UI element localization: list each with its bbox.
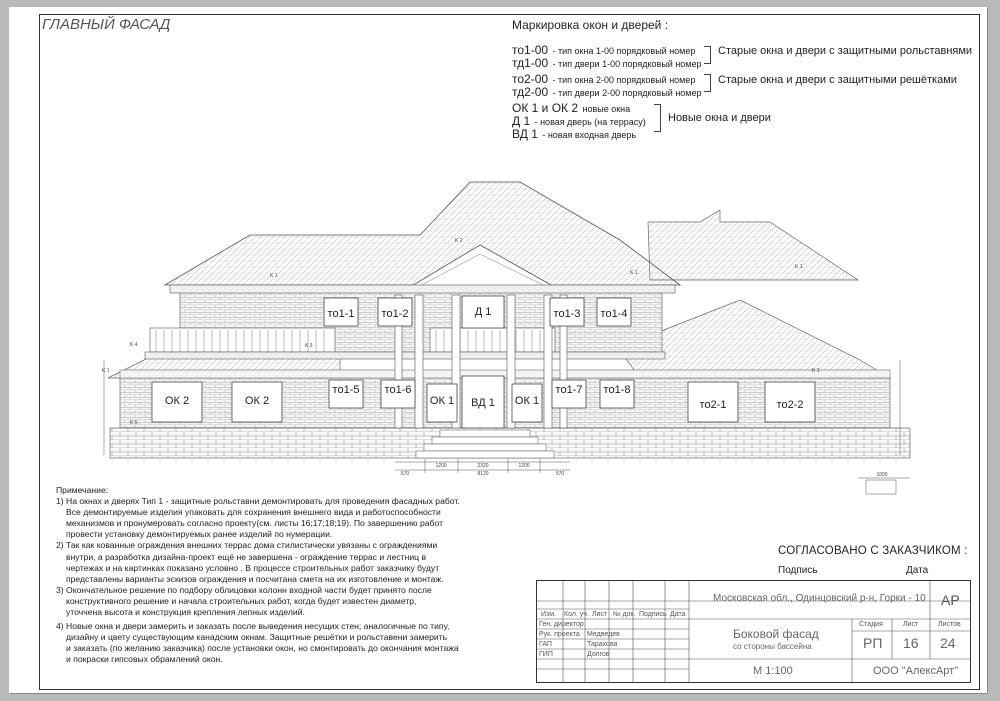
svg-text:K 4: K 4	[130, 342, 138, 348]
window-label: то1-1	[327, 308, 355, 320]
note-line: уточчена высота и конструкция крепления лепных изделий.	[66, 607, 305, 618]
sheet-name: Боковой фасад	[733, 627, 819, 641]
note-line: дизайну и цвету существующим канадским окнам. Защитные решётки и рольставени замерить	[66, 632, 448, 643]
window-label: то1-8	[603, 384, 631, 396]
svg-text:1200: 1200	[435, 463, 447, 469]
legend-row: ВД 1 - новая входная дверь	[512, 127, 637, 141]
title-block: Изм. Кол. уч. Лист № док. Подпись Дата Ген. директор Рук. проекта ГАП ГИП Медведев Тарахова Долгов Московская обл., Одинцовский р-н, Горки - 10 АР Боковой фасад со стороны бассейна Стадия Лист Листов РП 16 24 М 1:100 ООО "АлексАрт"	[536, 580, 971, 683]
discipline-code: АР	[941, 592, 960, 608]
svg-text:K 1: K 1	[630, 270, 638, 276]
window-label: то1-2	[381, 308, 409, 320]
sheet-total: 24	[940, 635, 956, 651]
note-line: 2) Так как кованные ограждения внешних террас дома стилистически увязаны с ограждениями	[56, 540, 438, 551]
approval-date: Дата	[906, 565, 929, 576]
window-label: то1-7	[555, 384, 583, 396]
scale: М 1:100	[753, 665, 793, 677]
note-line: 4) Новые окна и двери замерить и заказать после выведения несущих стен; аналогичные по типу,	[56, 621, 450, 632]
window-label: ОК 2	[164, 395, 190, 407]
notes-heading: Примечание:	[56, 485, 109, 495]
svg-text:1000: 1000	[876, 472, 888, 478]
svg-text:K 1: K 1	[270, 273, 278, 279]
svg-text:K 5: K 5	[130, 420, 138, 426]
window-label: то1-3	[553, 308, 581, 320]
window-label: то1-5	[332, 384, 360, 396]
notes-block	[56, 485, 516, 666]
door-label: Д 1	[474, 306, 492, 318]
note-line: 1) На окнах и дверях Тип 1 - защитные рольставни демонтировать для проведения фасадных работ.	[56, 496, 460, 507]
legend-row: Д 1 - новая дверь (на террасу)	[512, 114, 646, 128]
note-line: провести установку демонтируемых ранее изделий по нумерации.	[66, 529, 333, 540]
note-line: Все демонтируемые изделия упаковать для сохранения внешнего вида и работоспособности	[66, 507, 441, 518]
legend-group-label: Старые окна и двери с защитными решётками	[718, 74, 957, 86]
sheet-number: 16	[903, 635, 919, 651]
svg-text:K 3: K 3	[305, 343, 313, 349]
legend-group-label: Старые окна и двери с защитными рольставнями	[718, 45, 973, 57]
svg-text:1200: 1200	[518, 463, 530, 469]
legend-row: то1-00 - тип окна 1-00 порядковый номер	[512, 43, 696, 57]
note-line: конструктивного решение и начала строительных работ, когда будет известен диаметр,	[66, 595, 417, 606]
legend-row: тд2-00 - тип двери 2-00 порядковый номер	[512, 85, 702, 99]
legend-row: ОК 1 и ОК 2 новые окна	[512, 101, 631, 115]
sheet-subtitle: со стороны бассейна	[733, 642, 812, 651]
stage-value: РП	[863, 635, 883, 651]
svg-text:2320: 2320	[477, 463, 489, 469]
legend-row: то2-00 - тип окна 2-00 порядковый номер	[512, 72, 696, 86]
annex-roof	[648, 210, 858, 280]
svg-text:K 1: K 1	[795, 264, 803, 270]
note-line: механизмов и пронумеровать согласно проекту(см. листы 16;17;18;19). По завершению работ	[66, 518, 443, 529]
door-label: ВД 1	[471, 397, 495, 409]
note-line: и заказать (по желанию заказчика) после установки окон, но смонтировать до окончания монтажа	[66, 643, 459, 654]
legend-group-label: Новые окна и двери	[668, 112, 771, 124]
svg-text:570: 570	[555, 471, 565, 477]
svg-text:K 2: K 2	[455, 238, 463, 244]
approval-title: СОГЛАСОВАНО С ЗАКАЗЧИКОМ :	[778, 545, 968, 557]
svg-text:K 1: K 1	[102, 368, 110, 374]
window-label: ОК 1	[429, 395, 455, 407]
approval-sign: Подпись	[778, 565, 818, 576]
project-address: Московская обл., Одинцовский р-н, Горки - 10	[713, 593, 926, 604]
window-label: то1-4	[600, 308, 628, 320]
legend-row: тд1-00 - тип двери 1-00 порядковый номер	[512, 56, 702, 70]
note-line: внутри, а разработка дизайна-проект ещё не завершена - ограждение террас и лестниц в	[66, 551, 427, 562]
svg-text:570: 570	[400, 471, 410, 477]
note-line: и покраски гипсовых обрамлений окон.	[66, 654, 223, 665]
note-line: представлены варианты эскизов ограждения и посчитана смета на их изготовление и монтаж.	[66, 573, 444, 584]
note-line: чертежах и на картинках показано условно . В процессе строительных работ заказчику будут	[66, 562, 440, 573]
window-label: ОК 2	[244, 395, 270, 407]
window-label: то2-1	[699, 399, 727, 411]
legend-title: Маркировка окон и дверей :	[512, 18, 669, 32]
window-label: то2-2	[776, 399, 804, 411]
main-roof	[165, 182, 680, 285]
window-label: ОК 1	[514, 395, 540, 407]
svg-text:K 1: K 1	[812, 368, 820, 374]
svg-text:8120: 8120	[477, 471, 489, 477]
window-label: то1-6	[384, 384, 412, 396]
sheet-title: ГЛАВНЫЙ ФАСАД	[42, 16, 171, 33]
company-name: ООО "АлексАрт"	[873, 665, 959, 677]
note-line: 3) Окончательное решение по подбору облицовки колонн входной части будет принято после	[56, 584, 432, 595]
